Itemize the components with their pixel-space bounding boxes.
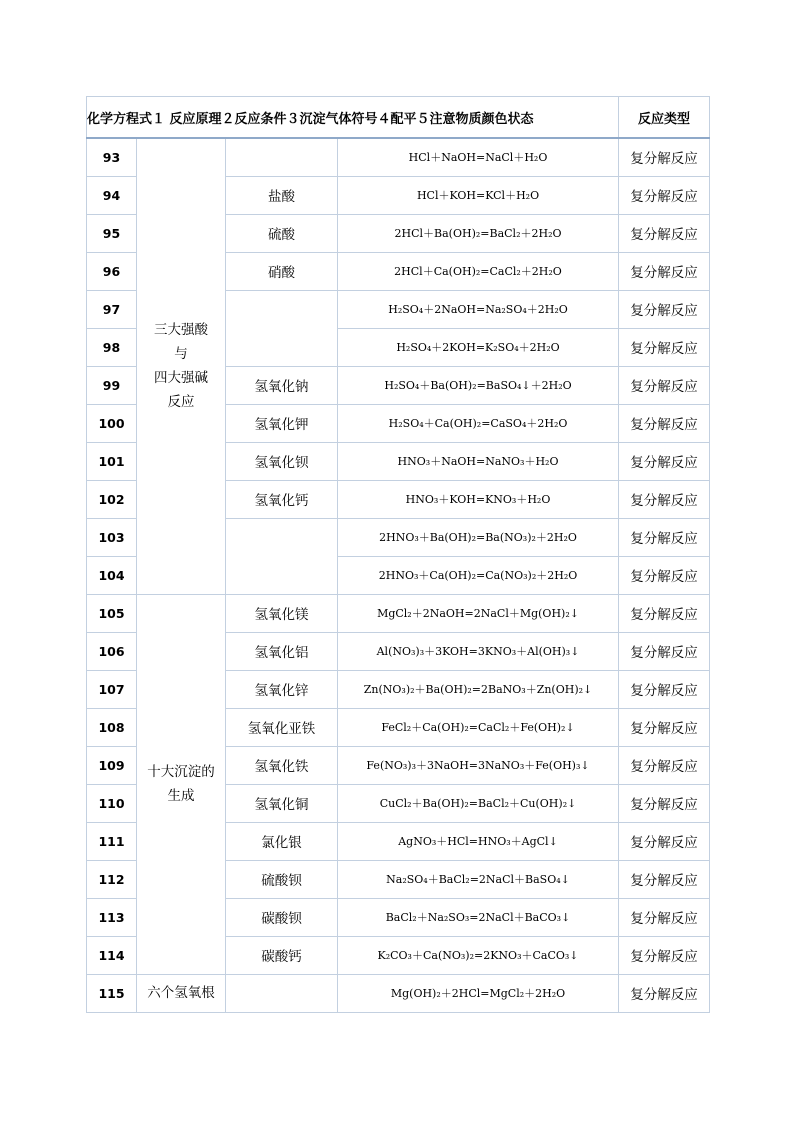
sub-label: 氢氧化亚铁 (226, 708, 338, 746)
row-number: 100 (87, 404, 137, 442)
reaction-type: 复分解反应 (619, 214, 710, 252)
sub-label: 盐酸 (226, 176, 338, 214)
reaction-type: 复分解反应 (619, 632, 710, 670)
equation: 2HNO₃＋Ba(OH)₂=Ba(NO₃)₂＋2H₂O (338, 518, 619, 556)
reaction-type: 复分解反应 (619, 974, 710, 1012)
reaction-type: 复分解反应 (619, 594, 710, 632)
equation: HNO₃＋NaOH=NaNO₃＋H₂O (338, 442, 619, 480)
sub-label: 氢氧化钠 (226, 366, 338, 404)
row-number: 104 (87, 556, 137, 594)
reaction-type: 复分解反应 (619, 784, 710, 822)
equation: H₂SO₄＋2NaOH=Na₂SO₄＋2H₂O (338, 290, 619, 328)
row-number: 105 (87, 594, 137, 632)
header-type: 反应类型 (619, 97, 710, 139)
row-number: 97 (87, 290, 137, 328)
sub-label: 硝酸 (226, 252, 338, 290)
row-number: 99 (87, 366, 137, 404)
reaction-type: 复分解反应 (619, 746, 710, 784)
sub-label: 氢氧化铝 (226, 632, 338, 670)
equation: H₂SO₄＋Ca(OH)₂=CaSO₄＋2H₂O (338, 404, 619, 442)
sub-label (226, 974, 338, 1012)
reaction-table (86, 96, 710, 1013)
reaction-type: 复分解反应 (619, 252, 710, 290)
equation: Na₂SO₄＋BaCl₂=2NaCl＋BaSO₄↓ (338, 860, 619, 898)
sub-label: 氢氧化镁 (226, 594, 338, 632)
sub-label: 氢氧化铁 (226, 746, 338, 784)
row-number: 112 (87, 860, 137, 898)
equation: 2HNO₃＋Ca(OH)₂=Ca(NO₃)₂＋2H₂O (338, 556, 619, 594)
reaction-type: 复分解反应 (619, 442, 710, 480)
sub-label: 硫酸 (226, 214, 338, 252)
sub-label (226, 290, 338, 366)
sub-label: 氢氧化铜 (226, 784, 338, 822)
equation: Fe(NO₃)₃＋3NaOH=3NaNO₃＋Fe(OH)₃↓ (338, 746, 619, 784)
row-number: 110 (87, 784, 137, 822)
equation: FeCl₂＋Ca(OH)₂=CaCl₂＋Fe(OH)₂↓ (338, 708, 619, 746)
reaction-type: 复分解反应 (619, 822, 710, 860)
group-label-precipitates: 十大沉淀的 生成 (137, 594, 226, 974)
row-number: 111 (87, 822, 137, 860)
row-number: 103 (87, 518, 137, 556)
reaction-type: 复分解反应 (619, 518, 710, 556)
reaction-type: 复分解反应 (619, 366, 710, 404)
sub-label: 氢氧化钙 (226, 480, 338, 518)
sub-label: 氯化银 (226, 822, 338, 860)
row-number: 95 (87, 214, 137, 252)
header-row (87, 97, 710, 139)
reaction-type: 复分解反应 (619, 328, 710, 366)
equation: H₂SO₄＋Ba(OH)₂=BaSO₄↓＋2H₂O (338, 366, 619, 404)
sub-label: 氢氧化锌 (226, 670, 338, 708)
equation: BaCl₂＋Na₂SO₃=2NaCl＋BaCO₃↓ (338, 898, 619, 936)
table-row (87, 138, 710, 176)
row-number: 115 (87, 974, 137, 1012)
row-number: 114 (87, 936, 137, 974)
sub-label (226, 138, 338, 176)
reaction-type: 复分解反应 (619, 176, 710, 214)
equation: CuCl₂＋Ba(OH)₂=BaCl₂＋Cu(OH)₂↓ (338, 784, 619, 822)
equation: HCl＋NaOH=NaCl＋H₂O (338, 138, 619, 176)
row-number: 108 (87, 708, 137, 746)
row-number: 93 (87, 138, 137, 176)
sub-label (226, 518, 338, 594)
equation: 2HCl＋Ba(OH)₂=BaCl₂＋2H₂O (338, 214, 619, 252)
row-number: 94 (87, 176, 137, 214)
sub-label: 氢氧化钡 (226, 442, 338, 480)
reaction-type: 复分解反应 (619, 670, 710, 708)
reaction-type: 复分解反应 (619, 556, 710, 594)
reaction-type: 复分解反应 (619, 480, 710, 518)
group-label-strong-acid-base: 三大强酸 与 四大强碱 反应 (137, 138, 226, 594)
equation: 2HCl＋Ca(OH)₂=CaCl₂＋2H₂O (338, 252, 619, 290)
header-main: 化学方程式１ 反应原理２反应条件３沉淀气体符号４配平５注意物质颜色状态 (87, 97, 619, 139)
equation: K₂CO₃＋Ca(NO₃)₂=2KNO₃＋CaCO₃↓ (338, 936, 619, 974)
reaction-type: 复分解反应 (619, 290, 710, 328)
reaction-type: 复分解反应 (619, 936, 710, 974)
equation: Zn(NO₃)₂＋Ba(OH)₂=2BaNO₃＋Zn(OH)₂↓ (338, 670, 619, 708)
sub-label: 硫酸钡 (226, 860, 338, 898)
equation: HCl＋KOH=KCl＋H₂O (338, 176, 619, 214)
row-number: 106 (87, 632, 137, 670)
equation: H₂SO₄＋2KOH=K₂SO₄＋2H₂O (338, 328, 619, 366)
equation: Al(NO₃)₃＋3KOH=3KNO₃＋Al(OH)₃↓ (338, 632, 619, 670)
row-number: 102 (87, 480, 137, 518)
sub-label: 碳酸钙 (226, 936, 338, 974)
group-label-hydroxide: 六个氢氧根 (137, 974, 226, 1012)
equation: HNO₃＋KOH=KNO₃＋H₂O (338, 480, 619, 518)
table-row (87, 974, 710, 1012)
reaction-type: 复分解反应 (619, 404, 710, 442)
reaction-type: 复分解反应 (619, 708, 710, 746)
equation: Mg(OH)₂＋2HCl=MgCl₂＋2H₂O (338, 974, 619, 1012)
sub-label: 氢氧化钾 (226, 404, 338, 442)
row-number: 107 (87, 670, 137, 708)
row-number: 98 (87, 328, 137, 366)
row-number: 113 (87, 898, 137, 936)
equation: AgNO₃＋HCl=HNO₃＋AgCl↓ (338, 822, 619, 860)
table-row (87, 594, 710, 632)
row-number: 101 (87, 442, 137, 480)
row-number: 109 (87, 746, 137, 784)
equation: MgCl₂＋2NaOH=2NaCl＋Mg(OH)₂↓ (338, 594, 619, 632)
sub-label: 碳酸钡 (226, 898, 338, 936)
row-number: 96 (87, 252, 137, 290)
reaction-type: 复分解反应 (619, 860, 710, 898)
reaction-type: 复分解反应 (619, 138, 710, 176)
reaction-type: 复分解反应 (619, 898, 710, 936)
